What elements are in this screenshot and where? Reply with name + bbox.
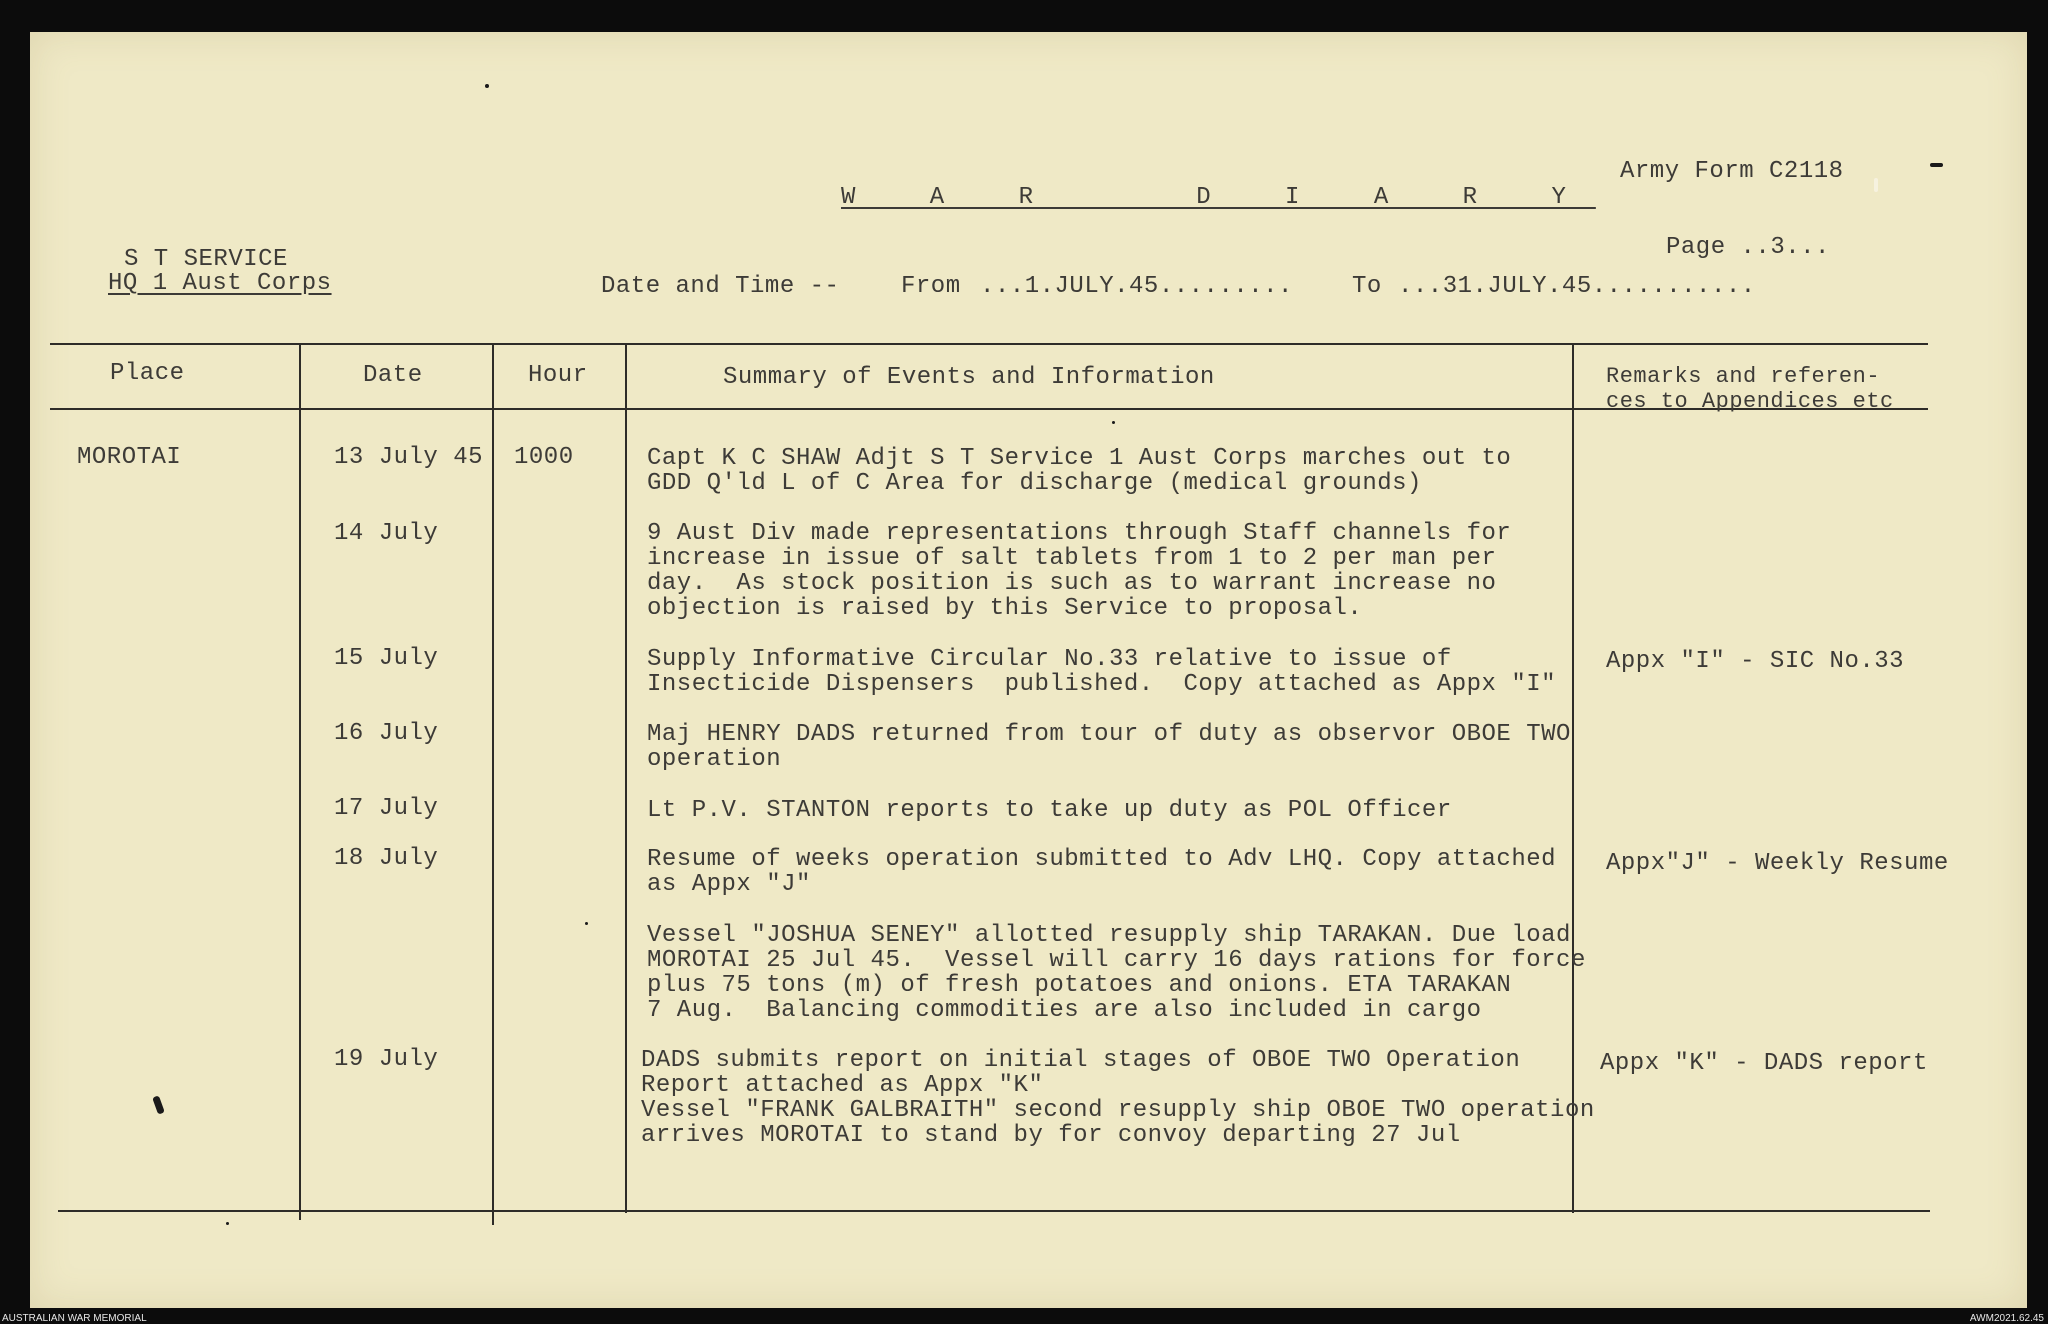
entry-date: 19 July [334,1046,439,1073]
page-number [1666,234,1830,261]
col-header-date: Date [363,362,423,389]
col-header-summary: Summary of Events and Information [723,364,1215,391]
entry-remarks: Appx "I" - SIC No.33 [1606,648,1905,675]
entry-date: 16 July [334,720,439,747]
entry-hour: 1000 [514,444,574,471]
entry-date: 17 July [334,795,439,822]
entry-summary: Capt K C SHAW Adjt S T Service 1 Aust Corps marches out to GDD Q'ld L of C Area for discharge (medical grounds) [647,445,1512,497]
entry-date: 13 July 45 [334,444,484,471]
entry-place: MOROTAI [77,444,182,471]
paper-speck [226,1222,229,1225]
col-divider-hour [625,345,627,1213]
entry-summary: 9 Aust Div made representations through Staff channels for increase in issue of salt tablets from 1 to 2 per man per day. As stock position is such as to warrant increase no objection is raised by this Service to proposal. [647,520,1512,622]
paper-tear [1874,178,1878,192]
entry-date: 15 July [334,645,439,672]
col-header-place: Place [110,360,185,387]
unit-hq: HQ 1 Aust Corps [108,270,332,297]
from-date: ...1.JULY.45......... [980,273,1293,300]
entry-summary: Resume of weeks operation submitted to Adv LHQ. Copy attached as Appx "J" [647,846,1557,898]
col-header-remarks: Remarks and referen- ces to Appendices etc [1606,364,1894,414]
col-divider-date [492,345,494,1225]
army-form-number: Army Form C2118 [1620,158,1844,185]
table-top-rule [50,343,1928,345]
entry-summary: DADS submits report on initial stages of OBOE TWO Operation Report attached as Appx "K" Vessel "FRANK GALBRAITH" second resupply ship OBOE TWO operation arrives MOROTAI to stand by for convoy departing 27 Jul [641,1047,1595,1149]
page-dots: ... [1785,234,1830,261]
paper-speck [585,922,588,925]
unit-name: S T SERVICE [124,246,288,273]
to-date: ...31.JULY.45........... [1398,273,1756,300]
page-title: W A R D I A R Y [841,184,1596,211]
paper-mark [1930,163,1943,167]
entry-date: 18 July [334,845,439,872]
from-label: From [901,273,961,300]
entry-summary: Supply Informative Circular No.33 relative to issue of Insecticide Dispensers published. Copy attached as Appx "I" [647,646,1557,698]
entry-summary: Lt P.V. STANTON reports to take up duty as POL Officer [647,797,1452,824]
col-divider-place [299,345,301,1220]
entry-summary: Maj HENRY DADS returned from tour of duty as observor OBOE TWO operation [647,721,1571,773]
footer-accession: AWM2021.62.45 [1969,1313,2044,1324]
entry-summary: Vessel "JOSHUA SENEY" allotted resupply ship TARAKAN. Due load MOROTAI 25 Jul 45. Vessel will carry 16 days rations for force plus 75 tons (m) of fresh potatoes and onions. ETA TARAKAN 7 Aug. Balancing commodities are also included in cargo [647,922,1586,1024]
entry-remarks: Appx "K" - DADS report [1600,1050,1928,1077]
table-bottom-rule [58,1210,1930,1212]
paper-speck [485,84,489,88]
footer-source: AUSTRALIAN WAR MEMORIAL [2,1313,147,1324]
page-label: Page .. [1666,234,1771,261]
entry-date: 14 July [334,520,439,547]
col-header-hour: Hour [528,362,588,389]
date-time-label: Date and Time -- [601,273,840,300]
paper-speck [1112,421,1115,424]
to-label: To [1352,273,1382,300]
page-value: 3 [1770,234,1786,261]
entry-remarks: Appx"J" - Weekly Resume [1606,850,1949,877]
